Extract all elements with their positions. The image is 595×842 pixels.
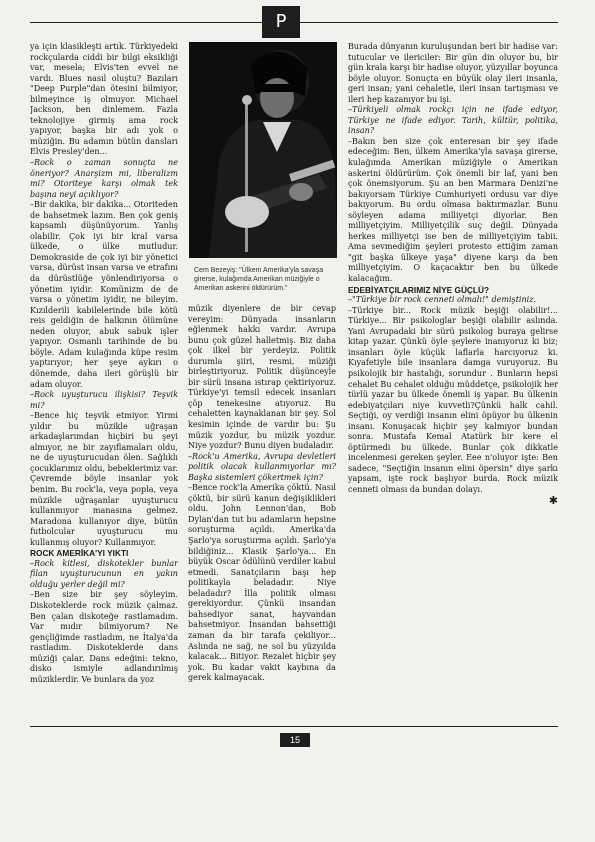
guitarist-illustration	[189, 42, 337, 258]
interview-question: –Rock kitlesi, diskotekler bunlar filan uyuşturucunun en yakın olduğu yerler değil mi?	[30, 558, 178, 589]
page-number: 15	[280, 733, 310, 747]
section-heading: ROCK AMERİKA'YI YIKTI	[30, 548, 129, 559]
paragraph: –Türkiye bir... Rock müzik beşiği olabilir!... Türkiye... Bir psikologlar beşiği olabilir aslında. Yani Avrupadaki bir sürü psikolog buraya gelirse kitap yazar. Çünkü öyle şeylere inanıyoruz ki biz; insanları öyle küçük laflarla harcıyoruz ki. Kıyafetiyle bile insanlara damga vuruyoruz. Bu psikolojik bir hastalığı, sorundur . Bunların hepsi cehalet Bu cehalet olduğu müddetçe, psikolojik her türlü yazar bu ülkede önemli iş yapar. Bu ülkenin edebiyatçıları niye kuvvetli?Çünkü halk cahil. Seçtiği, oy verdiği insanın elini öpüyor bu ülkenin insanı. Konuşacak hiçbir şey kalmıyor bundan sonra. Mustafa Kemal Atatürk bir kere el öptürmedi bu ülkede. Bunlar çok dikkatle incelenmesi gereken şeyler. Eee n'oluyor işte: Ben sadece, "Seçtiğin insanın elini öpersin" diye şarkı yapsam, işte rock başlıyor burda. Rock müzik cenneti olması da bundan dolayı.	[348, 305, 558, 494]
interview-question: –Türkiyeli olmak rockçı için ne ifade ediyor, Türkiye ne ifade ediyor. Tarih, kültür, politika, insan?	[348, 105, 558, 136]
article-column-1	[30, 42, 178, 716]
paragraph: müzik diyenlere de bir cevap vereyim: Dünyada insanların eğlenmek hakkı vardır. Avrupa bunu çok güzel halletmiş. Biz daha çok ilkel bir yerdeyiz. Politik durumla şiiri, resmi, müziği birleştiriyoruz. Politik düşünceyle bir sürü insana ıstırap çektiriyoruz. Türkiye'yi temsil edecek insanları çöp tenekesine atıyoruz. Bu cehaletten kaynaklanan bir şey. Sol kesimin içinde de vardır bu: Şu müzik yozdur, bu müzik yozdur. Niye yozdur? Bunu diyen budaladır.	[188, 304, 336, 451]
end-mark-icon: ✱	[548, 493, 558, 507]
musician-photo	[189, 42, 337, 258]
article-column-2	[188, 304, 336, 716]
interview-question: –Rock uyuşturucu ilişkisi? Teşvik mi?	[30, 390, 178, 410]
section-badge: P	[262, 6, 300, 38]
paragraph: –Ben size bir şey söyleyim. Diskoteklerde rock müzik çalmaz. Ben çalan diskoteğe rastlamadım. Var mıdır bilmiyorum? Ne gençliğimde rastladım, ne İtalya'da rastladım. Diskoteklerde dans müziği çalar. Dans edeğini: tekno, disko ismiyle adlandırılmış müziklerdir. Ve bunlara da yoz	[30, 590, 178, 684]
interview-question: –"Türkiye bir rock cenneti olmalı!" demiştiniz.	[348, 295, 537, 305]
interview-question: –Rock'u Amerika, Avrupa devletleri politik olacak kullanmıyorlar mı? Başka sistemleri çökertmek için?	[188, 451, 336, 482]
paragraph: Burada dünyanın kuruluşundan beri bir hadise var: tutucular ve ilericiler: Bir gün din oluyor bu, bir gün krala karşı bir hadise oluyor, yüzyıllar boyunca böyle oluyor. Sonuçta en büyük olay ileri insanla, geri insan; yani cehaletle, ileri insan tartışması ve ileri hep kazanıyor bu işi.	[348, 42, 558, 104]
photo-caption: Cem Bezeyiş: "Ülkem Amerika'yla savaşa girerse, kulağımda Amerikan müziğiyle o Amerikan askerini öldürürüm."	[194, 267, 324, 292]
paragraph: ya için klasikleşti artık. Türkiyedeki rockçularda ciddi bir bilgi eksikliği var, mesela; Elvis'ten evvel ne vardı. Blues nasıl oluştu? Bazıları "Deep Purple"dan ötesini bilmiyor, bilmeyince iş olmuyor. Michael Jackson, ben dinlemem. Fazla teknolojiye girmiş ama rock yapıyor, başka bir adı yok o müziğin. Bu adamın bütün dansları Elvis Presley'den...	[30, 42, 178, 157]
paragraph: –Bakın ben size çok enteresan bir şey ifade edeceğim: Ben, ülkem Amerika'yla savaşa girerse, kulağımda Amerikan müziğiyle o Amerikan askerini öldürürüm. Çok önemli bir laf, yani ben çok önemsiyorum. Şu an ben Marmara Denizi'ne bakıyorsam Türkiye Cumhuriyeti ordusu var diye bakıyorum. Bu ordu olmasa baktırmazlar. Bunu söyleyen adama milliyetçi diyorlar. Ben milliyetçiyim. Milliyetçilik suç değil. Dünyada herkes milliyetçi ise ben de milliyetçiyim tabii. Ama sevmediğim şeyleri protesto ettiğim zaman "git başka ülkeye yaşa" diyene karşı da ben milliyetçiyim. O kaçacaktır ben bu ülkede kalacağım.	[348, 136, 558, 284]
interview-question: –Rock o zaman sonuçta ne öneriyor? Anarşizm mi, liberalizm mi? Otoriteye karşı olmak tek başına neyi açıklıyor?	[30, 158, 178, 199]
paragraph: –Bence hiç teşvik etmiyor. Yirmi yıldır bu müzikle uğraşan arkadaşlarımdan hiçbiri bu şeyi almıyor, ne bir zayıflamaları oldu, ne de uyuşturucudan ölen. Sağlıklı çocuklarımız oldu, bebeklerimiz var. Çevremde böyle insanlar yok benim. Bu rock'la, veya popla, veya müzikle uğraşanlar uyuşturucu kullanmıyor manasına gelmez. Maradona kullanıyor diye, bütün futbolcular uyuşturucu mu kullanmış oluyor? Kullanmıyor.	[30, 411, 178, 547]
section-heading: EDEBİYATÇILARIMIZ NİYE GÜÇLÜ?	[348, 284, 490, 295]
paragraph: –Bir dakika, bir dakika... Otoriteden de bahsetmek lazım. Ben çok geniş kapsamlı düşünüyorum. Yanlış olabilir. Çok iyi bir kral varsa ülkede, o ülke mutludur. Demokraside de çok iyi bir yönetici varsa, dürüst insan varsa ve etrafını da dürüstlüğe yönlendiriyorsa o yönetim iyidir. Komünizm de de varsa o yönetim iyidir, ne bileyim. Kızılderili kabilelerinde bile kötü reis geldiğin de halkının ölümüne neden oluyor, abuk sabuk işler yapıyor. Osmanlı tarihinde de bu böyle. Adam kulağında küpe resim yaptırıyor; her şeye aykırı o dönemde, daha ileri görüşlü bir adam oluyor.	[30, 200, 178, 389]
paragraph: –Bence rock'la Amerika çöktü. Nasıl çöktü, bir sürü kanun değişiklikleri oldu. John Lennon'dan, Bob Dylan'dan tut bu adamların hepsine soruşturma açıldı. Amerika'da Şarlo'ya soruşturma açıldı. Şarlo'ya bildiğiniz... Klasik Şarlo'ya... En büyük Oscar ödülünü verdiler kabul etmedi. Sanatçıların başı hep politikayla beladadır. Niye beladadır? İlla politik olması gerekiyordur. Çünkü insandan bahsediyor sanat, hayvandan bahsetmiyor. İnsandan bahsettiği zaman da bir tarafa çekiliyor... Aslında ne sağ, ne sol bu yüzyılda kalacak... Bitiyor. Rezalet hiçbir şey yok. Bu kadar vakit kaybına da gerek kalmayacak.	[188, 483, 336, 683]
article-column-3	[348, 42, 558, 716]
bottom-rule	[30, 726, 558, 727]
